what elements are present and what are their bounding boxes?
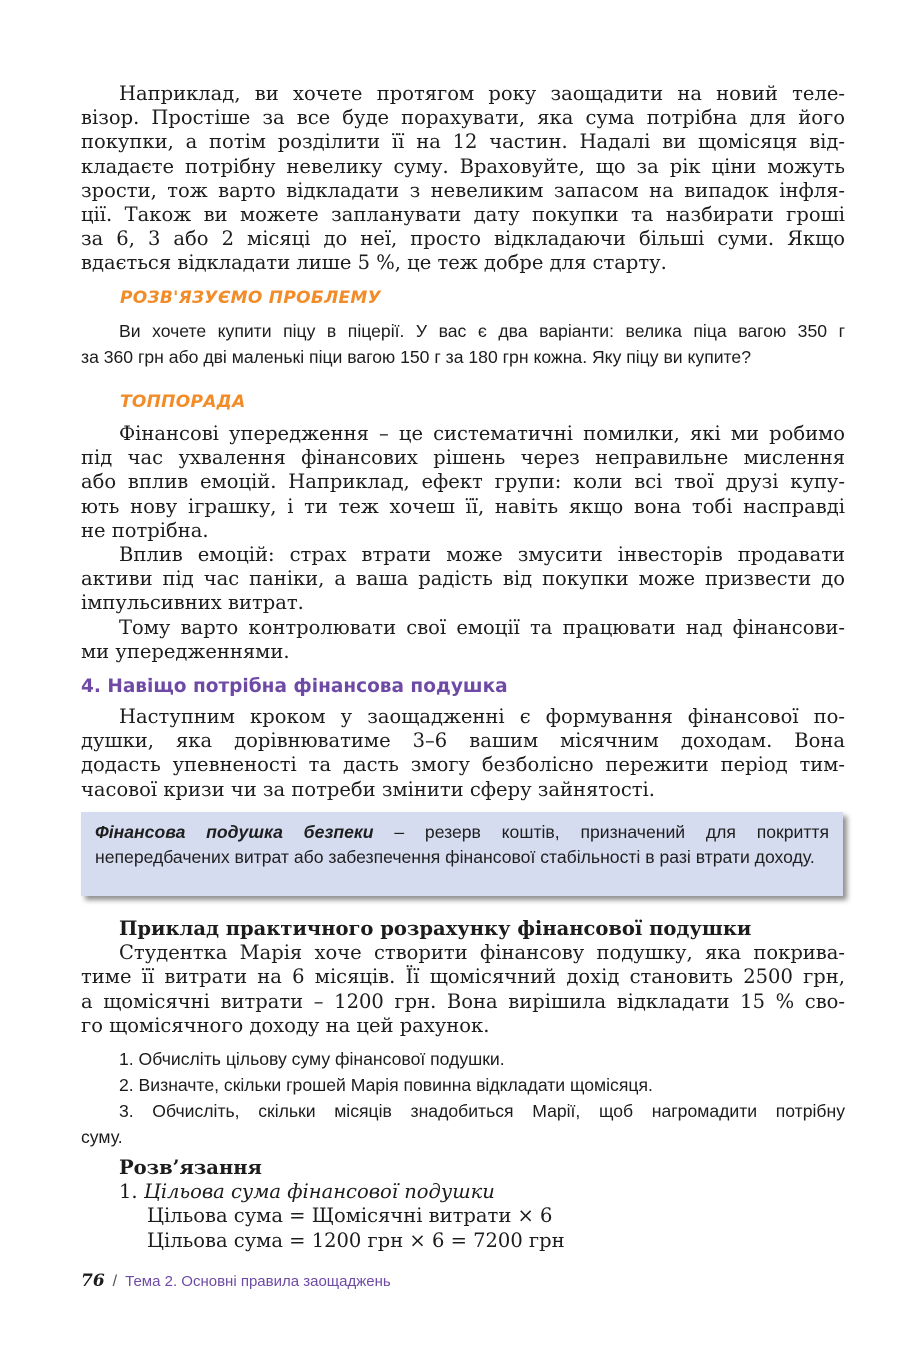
definition-box bbox=[81, 812, 843, 896]
list-item: суму. bbox=[81, 1127, 123, 1147]
example-title: Приклад практичного розрахунку фінансової подушки bbox=[119, 917, 752, 940]
tip-paragraph bbox=[81, 422, 845, 664]
text-line: тиме її витрати на 6 місяців. Її щомісячний дохід становить 2500 грн, bbox=[81, 965, 845, 989]
definition-dash: – bbox=[373, 822, 425, 842]
text-line: візор. Простіше за все буде порахувати, яка сума потрібна для його bbox=[81, 106, 845, 130]
text-line: покупки, а потім розділити її на 12 частин. Надалі ви щомісяця від- bbox=[81, 130, 845, 154]
text-line: го щомісячного доходу на цей рахунок. bbox=[81, 1013, 490, 1037]
list-item: 3. Обчисліть, скільки місяців знадобиться Марії, щоб нагромадити потрібну bbox=[119, 1101, 845, 1121]
definition-text bbox=[81, 812, 843, 870]
footer-separator: / bbox=[112, 1273, 118, 1290]
text-line: зрости, тож варто відкладати з невеликим запасом на випадок інфля- bbox=[81, 178, 845, 202]
text-line: активи під час паніки, а ваша радість від покупки може призвести до bbox=[81, 567, 845, 591]
section-heading: 4. Навіщо потрібна фінансова подушка bbox=[81, 676, 508, 697]
page-footer bbox=[81, 1271, 391, 1291]
tip-heading: ТОППОРАДА bbox=[120, 392, 246, 412]
formula-line: Цільова сума = 1200 грн × 6 = 7200 грн bbox=[147, 1228, 565, 1252]
section4-paragraph bbox=[81, 705, 845, 802]
step-title: Цільова сума фінансової подушки bbox=[143, 1180, 495, 1204]
text-line: ми упередженнями. bbox=[81, 639, 290, 663]
text-line: за 6, 3 або 2 місяці до неї, просто відкладаючи більші суми. Якщо bbox=[81, 227, 845, 251]
text-line: не потрібна. bbox=[81, 518, 209, 542]
definition-term: Фінансова подушка безпеки bbox=[95, 822, 374, 842]
text-line: під час ухвалення фінансових рішень через неправильне мислення bbox=[81, 446, 845, 470]
list-item: 1. Обчисліть цільову суму фінансової подушки. bbox=[119, 1049, 505, 1069]
text-line: Фінансові упередження – це систематичні помилки, які ми робимо bbox=[119, 422, 845, 445]
text-line: ції. Також ви можете запланувати дату покупки та назбирати гроші bbox=[81, 203, 845, 227]
solution-title: Розв’язання bbox=[119, 1156, 262, 1179]
solution-block bbox=[81, 1156, 845, 1253]
problem-text bbox=[81, 318, 845, 370]
text-line: кладаєте потрібну невелику суму. Враховуйте, що за рік ціни можуть bbox=[81, 154, 845, 178]
text-line: ють нову іграшку, і ти теж хочеш її, навіть якщо вона тобі насправді bbox=[81, 494, 845, 518]
text-line: Наприклад, ви хочете протягом року заощадити на новий теле- bbox=[119, 82, 845, 105]
text-line: імпульсивних витрат. bbox=[81, 591, 304, 615]
text-line: а щомісячні витрати – 1200 грн. Вона вирішила відкладати 15 % сво- bbox=[81, 989, 845, 1013]
text-line: Ви хочете купити піцу в піцерії. У вас є два варіанти: велика піца вагою 350 г bbox=[119, 321, 845, 341]
text-line: або вплив емоцій. Наприклад, ефект групи: коли всі твої друзі купу- bbox=[81, 470, 845, 494]
example-block bbox=[81, 917, 845, 1038]
intro-paragraph bbox=[81, 82, 845, 276]
text-line: вдається відкладати лише 5 %, це теж добре для старту. bbox=[81, 251, 667, 275]
solution-step bbox=[81, 1180, 845, 1204]
text-line: за 360 грн або дві маленькі піци вагою 150 г за 180 грн кожна. Яку піцу ви купите? bbox=[81, 347, 751, 367]
footer-topic: Тема 2. Основні правила заощаджень bbox=[125, 1273, 391, 1290]
text-line: Тому варто контролювати свої емоції та працювати над фінансови- bbox=[119, 615, 845, 639]
text-line: часової кризи чи за потреби змінити сферу зайнятості. bbox=[81, 777, 655, 801]
definition-body: резерв коштів, призначений для покриття непередбачених витрат або забезпечення фінансової стабільності в разі втрати доходу. bbox=[95, 822, 830, 867]
step-number: 1. bbox=[119, 1180, 138, 1204]
text-line: Наступним кроком у заощадженні є формування фінансової по- bbox=[119, 705, 845, 728]
task-list bbox=[81, 1046, 845, 1150]
list-item: 2. Визначте, скільки грошей Марія повинна відкладати щомісяця. bbox=[119, 1075, 653, 1095]
text-line: додасть упевненості та дасть змогу безболісно пережити період тим- bbox=[81, 753, 845, 777]
formula-line: Цільова сума = Щомісячні витрати × 6 bbox=[147, 1204, 553, 1228]
problem-heading: РОЗВ'ЯЗУЄМО ПРОБЛЕМУ bbox=[120, 288, 382, 308]
text-line: душки, яка дорівнюватиме 3–6 вашим місячним доходам. Вона bbox=[81, 729, 845, 753]
text-line: Вплив емоцій: страх втрати може змусити інвесторів продавати bbox=[119, 543, 845, 567]
text-line: Студентка Марія хоче створити фінансову подушку, яка покрива- bbox=[119, 941, 845, 965]
page-number: 76 bbox=[81, 1271, 105, 1291]
